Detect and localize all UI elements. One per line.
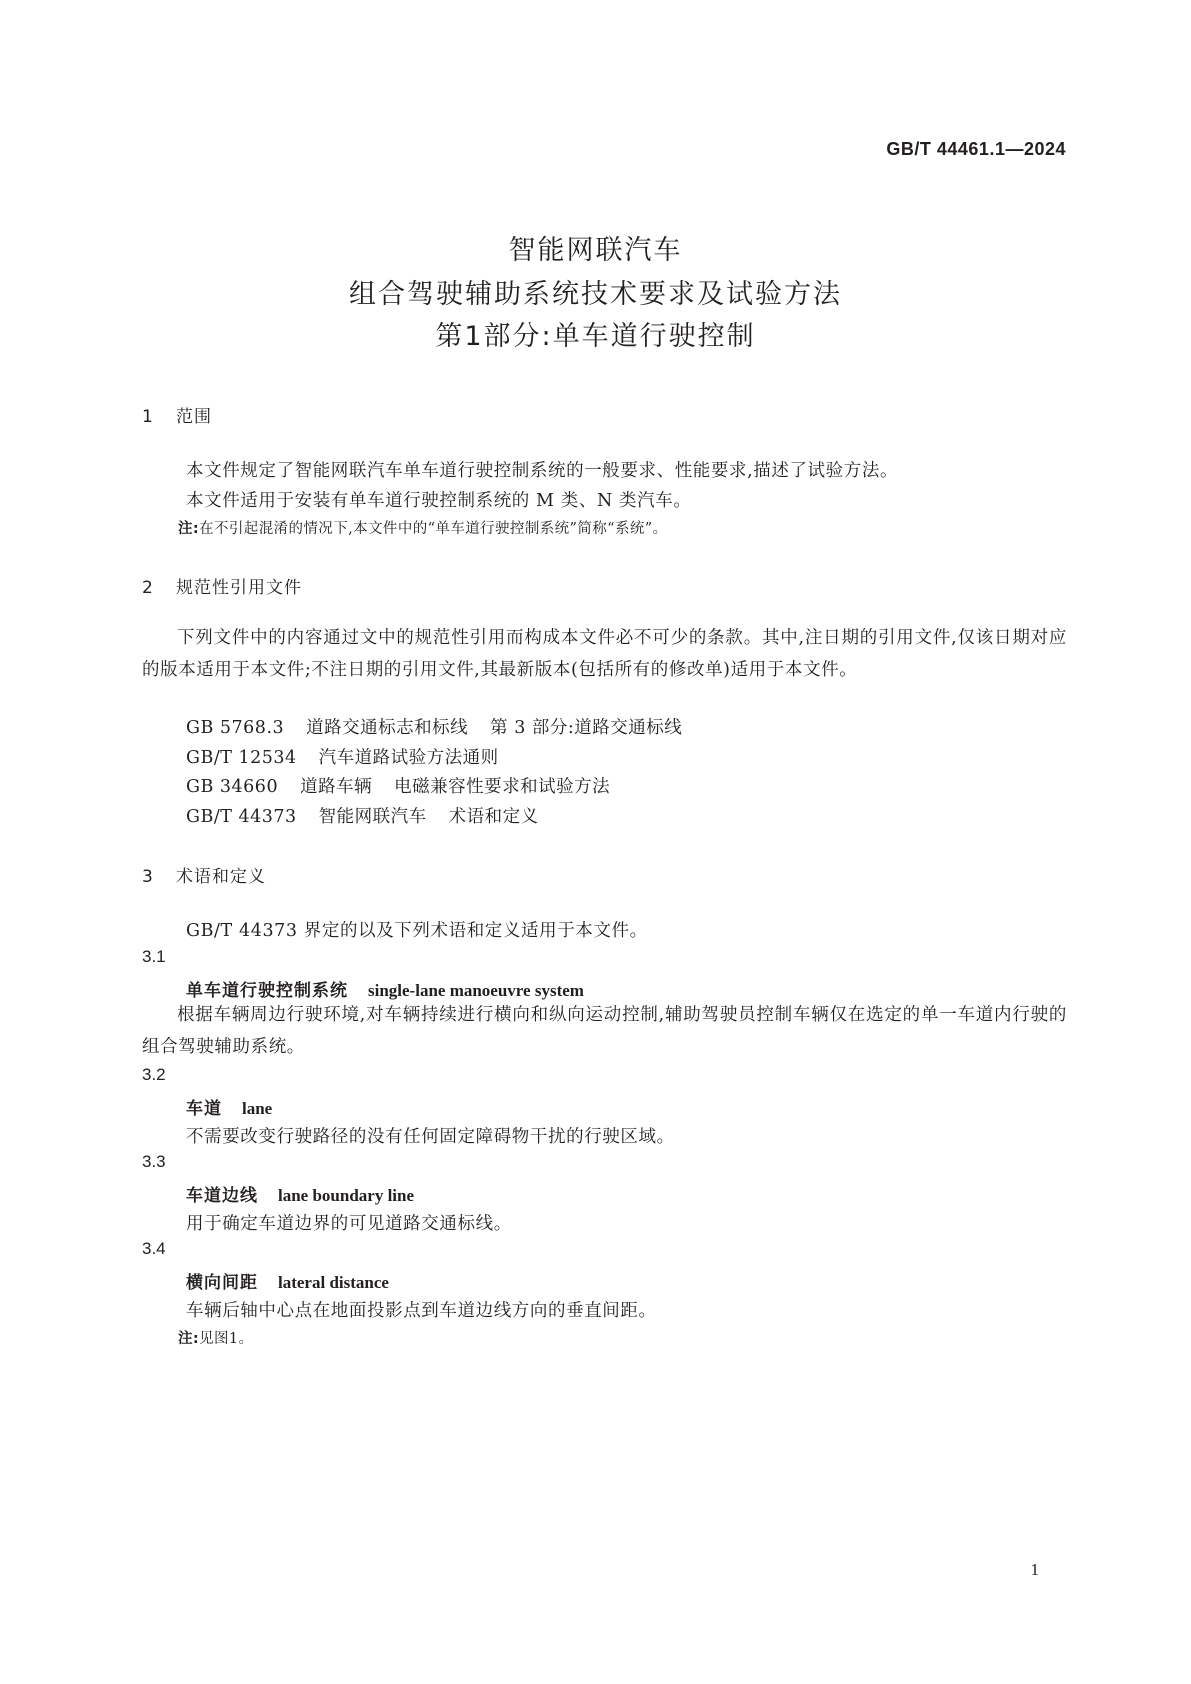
reference-title: 智能网联汽车 (318, 807, 427, 827)
reference-title: 汽车道路试验方法通则 (318, 748, 499, 768)
term-name-zh: 单车道行驶控制系统 (186, 981, 348, 1001)
reference-item (186, 714, 682, 739)
note-label: 注: (178, 521, 200, 537)
reference-subtitle: 第 3 部分:道路交通标线 (490, 718, 683, 738)
term-note (178, 1327, 253, 1348)
section-title: 规范性引用文件 (176, 578, 302, 598)
section-title: 术语和定义 (176, 867, 266, 887)
scope-paragraph-2: 本文件适用于安装有单车道行驶控制系统的 M 类、N 类汽车。 (186, 491, 692, 511)
reference-subtitle: 术语和定义 (448, 807, 539, 827)
reference-item (186, 773, 610, 798)
section-number: 3 (142, 867, 154, 887)
term-name-zh: 横向间距 (186, 1273, 258, 1293)
reference-code: GB/T 12534 (186, 748, 297, 768)
note-label: 注: (178, 1331, 200, 1347)
reference-subtitle: 电磁兼容性要求和试验方法 (394, 777, 611, 797)
title-line-1: 智能网联汽车 (508, 235, 683, 266)
term-definition: 不需要改变行驶路径的没有任何固定障碍物干扰的行驶区域。 (186, 1127, 675, 1147)
note-text: 见图1。 (199, 1331, 254, 1347)
reference-item (186, 803, 539, 828)
term-name-zh: 车道 (186, 1099, 222, 1119)
section-number: 1 (142, 407, 154, 427)
scope-note (178, 517, 667, 538)
term-number: 3.4 (142, 1239, 166, 1258)
section-number: 2 (142, 578, 154, 598)
section-2-heading (142, 573, 302, 598)
term-name (186, 1181, 414, 1206)
term-number: 3.3 (142, 1152, 166, 1171)
title-line-3: 第1部分:单车道行驶控制 (435, 321, 756, 352)
section-title: 范围 (176, 407, 212, 427)
term-name (186, 1094, 272, 1119)
term-name-en: lane boundary line (278, 1186, 415, 1205)
reference-title: 道路交通标志和标线 (306, 718, 469, 738)
term-definition: 根据车辆周边行驶环境,对车辆持续进行横向和纵向运动控制,辅助驾驶员控制车辆仅在选定的单一车道内行驶的组合驾驶辅助系统。 (142, 1005, 1067, 1057)
term-name (186, 1268, 389, 1293)
term-name-en: single-lane manoeuvre system (368, 981, 584, 1000)
section-3-heading (142, 862, 266, 887)
reference-code: GB 34660 (186, 777, 279, 797)
page-number: 1 (1030, 1560, 1039, 1579)
reference-code: GB 5768.3 (186, 718, 285, 738)
reference-item (186, 744, 521, 769)
reference-title: 道路车辆 (300, 777, 373, 797)
term-definition: 用于确定车道边界的可见道路交通标线。 (186, 1214, 512, 1234)
term-name-en: lane (242, 1099, 273, 1118)
note-text: 在不引起混淆的情况下,本文件中的“单车道行驶控制系统”简称“系统”。 (199, 521, 668, 537)
term-name (186, 976, 584, 1001)
terms-intro: GB/T 44373 界定的以及下列术语和定义适用于本文件。 (186, 921, 648, 941)
title-line-2: 组合驾驶辅助系统技术要求及试验方法 (349, 279, 842, 310)
reference-code: GB/T 44373 (186, 807, 297, 827)
section-1-heading (142, 402, 212, 427)
term-name-zh: 车道边线 (186, 1186, 258, 1206)
standard-code: GB/T 44461.1—2024 (886, 139, 1066, 159)
references-intro: 下列文件中的内容通过文中的规范性引用而构成本文件必不可少的条款。其中,注日期的引用文件,仅该日期对应的版本适用于本文件;不注日期的引用文件,其最新版本(包括所有的修改单)适用于本文件。 (142, 628, 1067, 680)
term-definition: 车辆后轴中心点在地面投影点到车道边线方向的垂直间距。 (186, 1301, 657, 1321)
term-number: 3.2 (142, 1065, 166, 1084)
term-name-en: lateral distance (278, 1273, 389, 1292)
scope-paragraph-1: 本文件规定了智能网联汽车单车道行驶控制系统的一般要求、性能要求,描述了试验方法。 (186, 461, 899, 481)
term-number: 3.1 (142, 947, 166, 966)
